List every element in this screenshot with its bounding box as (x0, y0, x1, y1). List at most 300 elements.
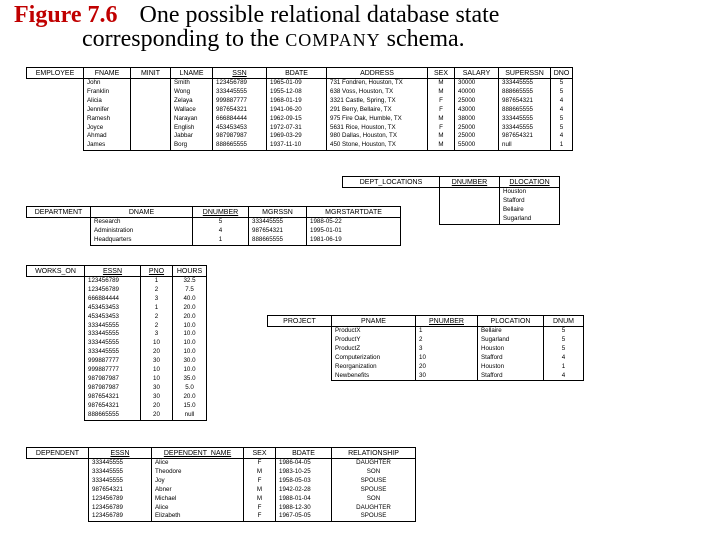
table-cell: 1967-05-05 (276, 512, 332, 521)
table-cell: 980 Dallas, Houston, TX (327, 132, 428, 141)
table-cell: 10.0 (173, 366, 207, 375)
table-cell: 25000 (455, 97, 499, 106)
table-cell: 3321 Castle, Spring, TX (327, 97, 428, 106)
table-cell: M (428, 132, 455, 141)
table-cell: 7.5 (173, 286, 207, 295)
row-spacer (268, 372, 332, 381)
table-cell: Theodore (152, 468, 244, 477)
table-cell: Alice (152, 459, 244, 468)
relation-name: EMPLOYEE (27, 68, 84, 79)
table-row (27, 504, 416, 513)
table-row (27, 384, 207, 393)
table-row (27, 218, 401, 227)
table-cell: Alice (152, 504, 244, 513)
table-cell: DAUGHTER (332, 504, 416, 513)
table-cell: 987654321 (499, 97, 551, 106)
column-header: PNAME (332, 316, 416, 327)
table-row (27, 141, 573, 150)
table-cell: 1955-12-08 (267, 88, 327, 97)
table-cell: 333445555 (499, 79, 551, 88)
table-cell: 25000 (455, 132, 499, 141)
table-cell: Wallace (171, 106, 213, 115)
row-spacer (27, 330, 85, 339)
table-row (27, 459, 416, 468)
table-cell: Houston (500, 188, 560, 197)
department-table (26, 206, 401, 246)
table-cell: M (428, 88, 455, 97)
table-cell: 453453453 (213, 124, 267, 133)
relation-name: DEPARTMENT (27, 207, 91, 218)
table-cell: 2 (416, 336, 478, 345)
table-cell: Stafford (478, 372, 544, 381)
table-cell: 1 (193, 236, 249, 245)
table-row (27, 348, 207, 357)
table-cell: 1969-03-29 (267, 132, 327, 141)
table-cell: 55000 (455, 141, 499, 150)
table-cell: Sugarland (500, 215, 560, 224)
figure-label: Figure 7.6 (14, 2, 118, 28)
table-cell: 1941-06-20 (267, 106, 327, 115)
row-spacer (27, 512, 89, 521)
relation-name: PROJECT (268, 316, 332, 327)
table-cell: 1965-01-09 (267, 79, 327, 88)
table-cell: 731 Fondren, Houston, TX (327, 79, 428, 88)
table-cell (131, 88, 171, 97)
row-spacer (343, 197, 440, 206)
table-cell: ProductX (332, 327, 416, 336)
table-row (27, 486, 416, 495)
table-cell (440, 215, 500, 224)
table-cell: 5 (551, 115, 573, 124)
table-cell (440, 206, 500, 215)
figure-caption-line2 (82, 26, 465, 53)
table-cell: 2 (141, 286, 173, 295)
table-row (27, 79, 573, 88)
table-cell: 5 (551, 79, 573, 88)
table-cell: 5 (544, 327, 584, 336)
row-spacer (27, 348, 85, 357)
row-spacer (27, 384, 85, 393)
table-cell: 2 (141, 313, 173, 322)
table-cell: English (171, 124, 213, 133)
table-cell: 1972-07-31 (267, 124, 327, 133)
table-cell: 1988-05-22 (307, 218, 401, 227)
table-row (27, 124, 573, 133)
table-row (27, 366, 207, 375)
works-on-relation (26, 265, 207, 421)
table-cell: 1 (416, 327, 478, 336)
column-header: BDATE (276, 448, 332, 459)
table-cell: 30 (141, 393, 173, 402)
table-cell: 638 Voss, Houston, TX (327, 88, 428, 97)
table-cell: 10.0 (173, 322, 207, 331)
row-spacer (268, 336, 332, 345)
column-header: RELATIONSHIP (332, 448, 416, 459)
table-cell: 1 (551, 141, 573, 150)
column-header: PNUMBER (416, 316, 478, 327)
table-cell: 25000 (455, 124, 499, 133)
table-cell: 10 (141, 375, 173, 384)
table-cell: F (244, 512, 276, 521)
table-cell: 38000 (455, 115, 499, 124)
row-spacer (27, 375, 85, 384)
row-spacer (27, 236, 91, 245)
table-cell: 20 (141, 348, 173, 357)
relation-name: DEPENDENT (27, 448, 89, 459)
table-cell: Jennifer (84, 106, 131, 115)
row-spacer (27, 366, 85, 375)
table-cell: 666884444 (85, 295, 141, 304)
row-spacer (27, 411, 85, 420)
table-cell: Narayan (171, 115, 213, 124)
table-cell: Administration (91, 227, 193, 236)
row-spacer (27, 402, 85, 411)
column-header: PNO (141, 266, 173, 277)
table-cell: 1958-05-03 (276, 477, 332, 486)
table-cell: F (244, 477, 276, 486)
table-cell: 40000 (455, 88, 499, 97)
table-cell: 123456789 (213, 79, 267, 88)
works-on-table (26, 265, 207, 421)
column-header: ESSN (89, 448, 152, 459)
table-cell: 987987987 (85, 375, 141, 384)
table-cell: Alicia (84, 97, 131, 106)
table-cell: Abner (152, 486, 244, 495)
table-row (27, 236, 401, 245)
table-cell: 3 (141, 330, 173, 339)
row-spacer (268, 363, 332, 372)
table-cell: 3 (141, 295, 173, 304)
table-cell: 1968-01-19 (267, 97, 327, 106)
table-cell: 333445555 (89, 459, 152, 468)
column-header: ESSN (85, 266, 141, 277)
row-spacer (27, 277, 85, 286)
table-cell: ProductZ (332, 345, 416, 354)
table-cell: SPOUSE (332, 512, 416, 521)
table-cell: 888665555 (499, 88, 551, 97)
column-header: BDATE (267, 68, 327, 79)
table-cell: 999887777 (85, 357, 141, 366)
table-row (268, 327, 584, 336)
table-row (27, 106, 573, 115)
column-header: PLOCATION (478, 316, 544, 327)
table-cell: Bellaire (478, 327, 544, 336)
table-cell: 4 (551, 106, 573, 115)
project-relation (267, 315, 584, 381)
table-cell: 1986-04-05 (276, 459, 332, 468)
table-cell (440, 188, 500, 197)
table-cell: 40.0 (173, 295, 207, 304)
table-cell (131, 97, 171, 106)
table-cell: 4 (551, 132, 573, 141)
column-header: DNO (551, 68, 573, 79)
table-cell: 1988-01-04 (276, 495, 332, 504)
table-cell: Houston (478, 345, 544, 354)
table-cell: 888665555 (213, 141, 267, 150)
table-cell: 35.0 (173, 375, 207, 384)
table-cell: 333445555 (249, 218, 307, 227)
table-cell: Ramesh (84, 115, 131, 124)
table-cell: DAUGHTER (332, 459, 416, 468)
table-cell: 453453453 (85, 304, 141, 313)
table-cell: Jabbar (171, 132, 213, 141)
table-cell: 987654321 (89, 486, 152, 495)
table-row (27, 322, 207, 331)
table-cell: 999887777 (85, 366, 141, 375)
table-cell: 987654321 (85, 402, 141, 411)
table-cell: 10 (141, 366, 173, 375)
table-cell: 20 (141, 411, 173, 420)
row-spacer (27, 141, 84, 150)
column-header: SALARY (455, 68, 499, 79)
caption-schema: COMPANY (285, 30, 381, 50)
table-cell: 20 (141, 402, 173, 411)
table-cell: 1995-01-01 (307, 227, 401, 236)
table-cell: 4 (544, 372, 584, 381)
table-cell: 5 (193, 218, 249, 227)
table-cell: 999887777 (213, 97, 267, 106)
column-header: LNAME (171, 68, 213, 79)
table-cell: 4 (544, 354, 584, 363)
row-spacer (268, 345, 332, 354)
table-cell: John (84, 79, 131, 88)
table-row (27, 375, 207, 384)
table-cell: 333445555 (499, 124, 551, 133)
table-cell: Bellaire (500, 206, 560, 215)
table-cell: Stafford (478, 354, 544, 363)
table-cell: 453453453 (85, 313, 141, 322)
table-row (27, 313, 207, 322)
table-cell: 30.0 (173, 357, 207, 366)
table-cell: Franklin (84, 88, 131, 97)
row-spacer (27, 132, 84, 141)
dependent-relation (26, 447, 416, 522)
table-cell: 333445555 (85, 330, 141, 339)
table-cell: 888665555 (499, 106, 551, 115)
table-cell: Borg (171, 141, 213, 150)
table-cell: M (428, 79, 455, 88)
table-row (268, 354, 584, 363)
table-cell: 1942-02-28 (276, 486, 332, 495)
table-cell: 123456789 (89, 504, 152, 513)
table-cell: 291 Berry, Bellaire, TX (327, 106, 428, 115)
table-cell: 123456789 (85, 277, 141, 286)
table-cell: SON (332, 495, 416, 504)
column-header: MGRSTARTDATE (307, 207, 401, 218)
table-row (268, 372, 584, 381)
caption-suffix: schema. (386, 26, 465, 52)
column-header: DNAME (91, 207, 193, 218)
table-cell: 5 (551, 88, 573, 97)
dependent-table (26, 447, 416, 522)
table-cell: 333445555 (85, 339, 141, 348)
table-cell: 1981-06-19 (307, 236, 401, 245)
table-cell: 10.0 (173, 348, 207, 357)
table-cell: 10.0 (173, 339, 207, 348)
row-spacer (27, 313, 85, 322)
table-cell: James (84, 141, 131, 150)
table-cell: Sugarland (478, 336, 544, 345)
table-cell: ProductY (332, 336, 416, 345)
table-cell: 10 (416, 354, 478, 363)
table-row (343, 197, 560, 206)
table-cell (440, 197, 500, 206)
table-row (27, 88, 573, 97)
table-cell: F (244, 459, 276, 468)
column-header: SEX (428, 68, 455, 79)
table-row (27, 304, 207, 313)
table-cell: 333445555 (89, 477, 152, 486)
table-cell: Smith (171, 79, 213, 88)
row-spacer (268, 327, 332, 336)
table-cell: 20 (416, 363, 478, 372)
relation-name: DEPT_LOCATIONS (343, 177, 440, 188)
table-row (27, 277, 207, 286)
column-header: DEPENDENT_NAME (152, 448, 244, 459)
row-spacer (27, 393, 85, 402)
table-row (268, 345, 584, 354)
table-cell: SPOUSE (332, 486, 416, 495)
table-cell: 20.0 (173, 304, 207, 313)
table-cell (131, 115, 171, 124)
row-spacer (27, 459, 89, 468)
table-cell: M (428, 141, 455, 150)
table-row (27, 495, 416, 504)
column-header: DNUMBER (440, 177, 500, 188)
table-row (27, 393, 207, 402)
employee-relation (26, 67, 573, 151)
table-cell: Ahmad (84, 132, 131, 141)
column-header: DNUM (544, 316, 584, 327)
table-cell: 3 (416, 345, 478, 354)
table-cell: M (428, 115, 455, 124)
table-cell: 1 (141, 277, 173, 286)
table-cell (131, 141, 171, 150)
table-cell: 10.0 (173, 330, 207, 339)
table-cell: 30 (141, 357, 173, 366)
table-cell: 15.0 (173, 402, 207, 411)
relation-name: WORKS_ON (27, 266, 85, 277)
table-cell: M (244, 486, 276, 495)
table-cell: 333445555 (213, 88, 267, 97)
table-cell: F (244, 504, 276, 513)
row-spacer (27, 106, 84, 115)
table-cell: 888665555 (249, 236, 307, 245)
table-cell: 2 (141, 322, 173, 331)
row-spacer (27, 504, 89, 513)
row-spacer (27, 304, 85, 313)
table-row (27, 132, 573, 141)
table-cell: 333445555 (89, 468, 152, 477)
table-cell: 1937-11-10 (267, 141, 327, 150)
row-spacer (343, 188, 440, 197)
row-spacer (268, 354, 332, 363)
table-cell (131, 124, 171, 133)
table-cell: 123456789 (85, 286, 141, 295)
table-row (27, 330, 207, 339)
row-spacer (27, 97, 84, 106)
table-cell: Computerization (332, 354, 416, 363)
row-spacer (27, 495, 89, 504)
table-cell: 987654321 (499, 132, 551, 141)
row-spacer (27, 295, 85, 304)
table-row (27, 357, 207, 366)
table-cell: Zelaya (171, 97, 213, 106)
table-row (27, 227, 401, 236)
table-cell (131, 106, 171, 115)
table-cell: M (244, 495, 276, 504)
table-cell: SPOUSE (332, 477, 416, 486)
row-spacer (27, 124, 84, 133)
department-relation (26, 206, 401, 246)
table-cell: 5 (544, 345, 584, 354)
caption-prefix: corresponding to the (82, 26, 280, 52)
table-row (27, 468, 416, 477)
table-cell: 43000 (455, 106, 499, 115)
table-cell: 987654321 (213, 106, 267, 115)
table-cell: 1983-10-25 (276, 468, 332, 477)
table-cell: 5 (544, 336, 584, 345)
column-header: SUPERSSN (499, 68, 551, 79)
column-header: SSN (213, 68, 267, 79)
table-cell: 30000 (455, 79, 499, 88)
table-cell: Joyce (84, 124, 131, 133)
column-header: DNUMBER (193, 207, 249, 218)
table-cell: 333445555 (85, 348, 141, 357)
table-cell: 987987987 (213, 132, 267, 141)
table-cell: F (428, 124, 455, 133)
table-cell: Newbenefits (332, 372, 416, 381)
table-cell: 987654321 (249, 227, 307, 236)
table-cell: 5631 Rice, Houston, TX (327, 124, 428, 133)
table-row (27, 339, 207, 348)
row-spacer (27, 286, 85, 295)
table-cell: 20.0 (173, 393, 207, 402)
table-cell (131, 132, 171, 141)
table-cell: Wong (171, 88, 213, 97)
table-row (27, 512, 416, 521)
table-cell: 32.5 (173, 277, 207, 286)
table-cell: 1988-12-30 (276, 504, 332, 513)
table-cell: null (499, 141, 551, 150)
table-row (27, 295, 207, 304)
table-cell: 450 Stone, Houston, TX (327, 141, 428, 150)
column-header: MINIT (131, 68, 171, 79)
table-cell: 20.0 (173, 313, 207, 322)
table-cell: 1962-09-15 (267, 115, 327, 124)
table-cell: Elizabeth (152, 512, 244, 521)
figure-caption-line1: One possible relational database state (139, 2, 500, 28)
table-row (27, 115, 573, 124)
table-cell: 30 (416, 372, 478, 381)
row-spacer (27, 339, 85, 348)
row-spacer (27, 477, 89, 486)
table-cell: 30 (141, 384, 173, 393)
table-row (268, 336, 584, 345)
table-cell: 1 (141, 304, 173, 313)
row-spacer (27, 79, 84, 88)
table-cell: 975 Fire Oak, Humble, TX (327, 115, 428, 124)
table-cell: 5 (551, 124, 573, 133)
table-cell: Houston (478, 363, 544, 372)
row-spacer (27, 88, 84, 97)
table-cell: Joy (152, 477, 244, 486)
row-spacer (27, 227, 91, 236)
table-cell: 987987987 (85, 384, 141, 393)
employee-table (26, 67, 573, 151)
table-cell: 10 (141, 339, 173, 348)
table-cell: 888665555 (85, 411, 141, 420)
